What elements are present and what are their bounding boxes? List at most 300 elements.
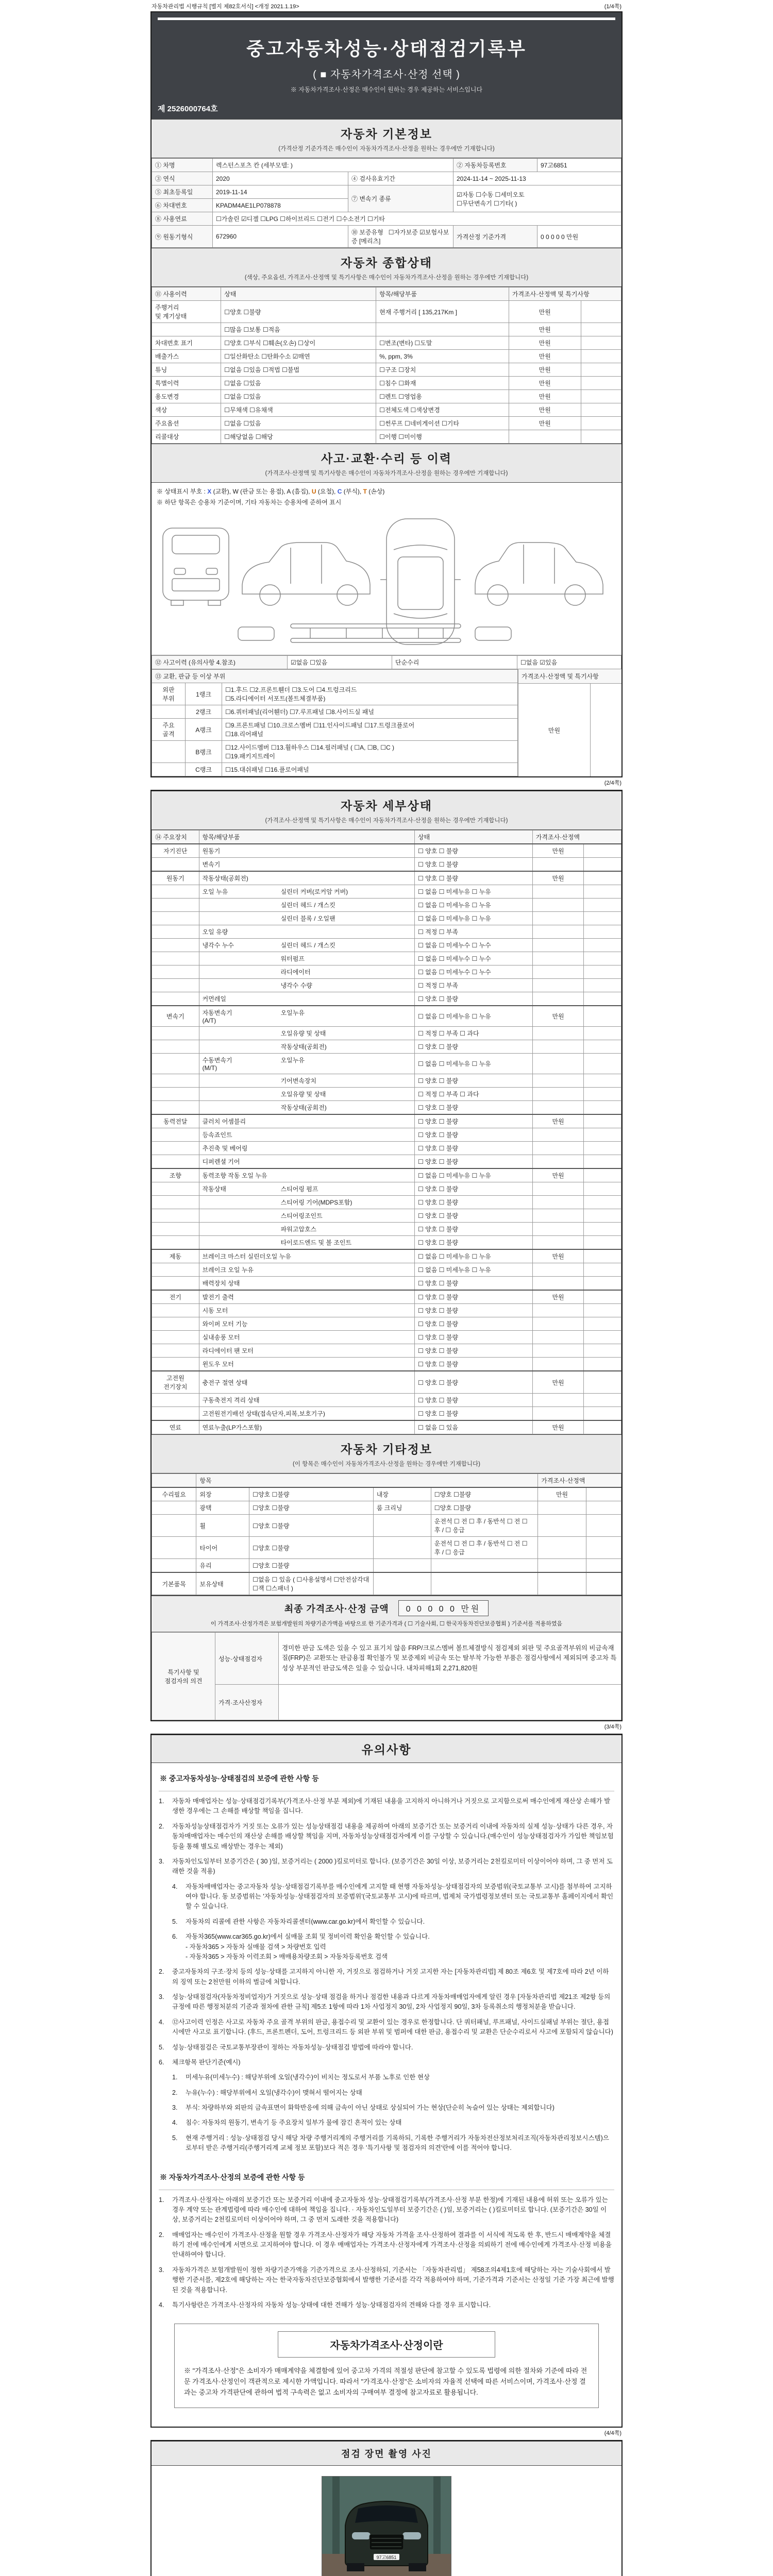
- etc-item1-checkboxes[interactable]: ☐양호 ☐불량: [249, 1501, 373, 1515]
- state-checkboxes[interactable]: ☐양호 ☐부식 ☐훼손(오손) ☐상이: [221, 336, 376, 350]
- detail-state-checkboxes[interactable]: ☐ 없음 ☐ 미세누유 ☐ 누유: [415, 1054, 533, 1074]
- item-part-value: ☐구조 ☐장치: [376, 363, 509, 377]
- detail-title: 자동차 세부상태: [341, 799, 432, 812]
- license-plate: 97고6851: [376, 2554, 397, 2560]
- detail-price-unit: [532, 952, 584, 965]
- state-checkboxes[interactable]: ☐양호 ☐불량: [221, 301, 376, 323]
- item-cell: [199, 939, 414, 952]
- state-checkboxes[interactable]: ☐많음 ☐보통 ☐적음: [221, 323, 376, 336]
- subitem-label: 오일누유: [280, 1009, 305, 1016]
- panel-group-label: [152, 705, 186, 719]
- item-label: 등속죠인트: [202, 1131, 232, 1139]
- rank-label: 1랭크: [186, 683, 222, 705]
- device-label: [152, 1101, 199, 1115]
- etc-price-blank: [586, 1515, 621, 1537]
- final-price-amount: 0 0 0 0 0 만원: [398, 1600, 489, 1616]
- detail-state-checkboxes[interactable]: ☐ 없음 ☐ 미세누유 ☐ 누유: [415, 1006, 533, 1027]
- price-unit: [509, 430, 581, 444]
- price-survey-info-title: 자동차가격조사·산정이란: [278, 2331, 495, 2358]
- detail-state-checkboxes[interactable]: ☐ 없음 ☐ 미세누유 ☐ 누유: [415, 912, 533, 925]
- form-reference: 자동차관리법 시행규칙 [별지 제82호서식] <개정 2021.1.19>: [152, 4, 299, 10]
- detail-state-checkboxes[interactable]: ☐ 없음 ☐ 있음: [415, 1420, 533, 1434]
- item-label: 추진축 및 베어링: [202, 1145, 248, 1152]
- notice-item-number: 2.: [172, 2089, 178, 2096]
- device-label: [152, 1128, 199, 1142]
- etc-price-unit: [538, 1537, 586, 1559]
- etc-item2-label: [373, 1572, 431, 1595]
- notice-item-number: 5.: [172, 2134, 178, 2142]
- notes-blank: [581, 430, 621, 444]
- detail-state-checkboxes[interactable]: ☐ 적정 ☐ 부족: [415, 925, 533, 939]
- detail-price-blank: [584, 1155, 621, 1169]
- final-price-note[interactable]: 이 가격조사·산정가격은 보험개발원의 차량기준가액을 바탕으로 한 기준가격과 ( ☐ 기술사회, ☐ 한국자동차진단보증협회 ) 기준서를 적용하였음: [210, 1621, 563, 1627]
- detail-price-blank: [584, 1196, 621, 1209]
- detail-price-blank: [584, 1420, 621, 1434]
- detail-state-checkboxes[interactable]: ☐ 양호 ☐ 불량: [415, 1182, 533, 1196]
- device-label: [152, 1358, 199, 1371]
- basic-info-note: (가격산정 기준가격은 매수인이 자동차가격조사·산정을 원하는 경우에만 기재합니다): [278, 146, 495, 152]
- notice-item-text: 자동차가격은 보험개발원이 정한 차량기준가액을 기준가격으로 조사·산정하되, 기준서는 「자동차관리법」 제58조의4제1호에 해당하는 자는 기술사회에서 발행한 기준서를, 제2호에 해당하는 자는 한국자동차진단보증협회에서 발행한 기준서를 각각 적용하여야 하며, 기준가격과 기준서는 산정일 기준 가장 최근에 발행된 것을 적용합니다.: [172, 2266, 614, 2294]
- notice-item-text: 누유(누수) : 해당부위에서 오일(냉각수)이 맺혀서 떨어지는 상태: [186, 2089, 362, 2096]
- subitem-label: 냉각수 수량: [280, 982, 312, 989]
- etc-item2-label: 룸 크리닝: [373, 1501, 431, 1515]
- notice-item-text: ⑫사고이력 인정은 사고로 자동차 주요 골격 부위의 판금, 용접수리 및 교환이 있는 경우로 한정합니다. 단 쿼터패널, 루프패널, 사이드실패널 부위는 절단, 용접 시에만 사고로 표기합니다. (후드, 프론트펜더, 도어, 트렁크리드 등 외판 부위 및 범퍼에 대한 판금, 용접수리 및 교환은 단순수리로서 사고에 포함되지 않습니다): [172, 2018, 613, 2036]
- col-item: 항목/해당부품: [199, 831, 414, 844]
- panel-rank-row: [152, 683, 518, 705]
- detail-price-unit: 만원: [532, 1249, 584, 1263]
- detail-price-blank: [584, 858, 621, 872]
- etc-item1-checkboxes[interactable]: ☐양호 ☐불량: [249, 1515, 373, 1537]
- etc-item2-checkboxes[interactable]: 운전석 ☐ 전 ☐ 후 / 동반석 ☐ 전 ☐ 후 / ☐ 응급: [431, 1515, 537, 1537]
- notice-item-number: 4.: [159, 2301, 164, 2309]
- device-label: [152, 1394, 199, 1407]
- detail-price-blank: [584, 1344, 621, 1358]
- etc-price-unit: [538, 1501, 586, 1515]
- detail-state-checkboxes[interactable]: ☐ 양호 ☐ 불량: [415, 1155, 533, 1169]
- etc-blank-head: [152, 1474, 196, 1488]
- simple-repair-checkboxes[interactable]: ☐없음 ☑있음: [517, 656, 621, 669]
- detail-price-unit: [532, 1088, 584, 1101]
- detail-state-checkboxes[interactable]: ☐ 양호 ☐ 불량: [415, 1290, 533, 1304]
- detail-price-blank: [584, 1142, 621, 1155]
- notice-item: [159, 1822, 614, 1852]
- etc-item2-checkboxes[interactable]: [431, 1572, 537, 1595]
- price-unit: 만원: [509, 323, 581, 336]
- item-cell: [199, 1114, 414, 1128]
- detail-state-checkboxes[interactable]: ☐ 양호 ☐ 불량: [415, 1101, 533, 1115]
- detail-price-blank: [584, 992, 621, 1006]
- usage-history-label: 용도변경: [152, 390, 221, 403]
- detail-state-checkboxes[interactable]: ☐ 양호 ☐ 불량: [415, 1331, 533, 1344]
- simple-repair-label: 단순수리: [392, 656, 517, 669]
- section-accident-history: [152, 444, 621, 483]
- detail-row: [152, 1317, 621, 1331]
- notice-item-number: 3.: [159, 1857, 164, 1865]
- notice-item-text: 자동차성능상태점검자가 거짓 또는 오류가 있는 성능상태점검 내용을 제공하여 아래의 보증기간 또는 보증거리 이내에 자동차의 실제 성능·상태가 다른 경우, 자동차매매업자는 매수인의 재산상 손해를 배상할 책임을 지며, 자동차성능상태점검자에게 이를 구상할 수 있습니다.(매수인이 성능상태점검자가 가입한 책임보험 등을 통해 별도로 배상받는 경우는 제외): [172, 1822, 614, 1850]
- item-label: 커먼레일: [202, 995, 226, 1003]
- notice-item-number: 2.: [159, 1968, 164, 1976]
- item-cell: [199, 871, 414, 885]
- detail-state-checkboxes[interactable]: ☐ 없음 ☐ 미세누유 ☐ 누유: [415, 1249, 533, 1263]
- etc-price-blank: [586, 1501, 621, 1515]
- detail-price-unit: [532, 1182, 584, 1196]
- section-etc-info: [152, 1434, 621, 1473]
- detail-row: [152, 952, 621, 965]
- detail-row: [152, 871, 621, 885]
- detail-state-checkboxes[interactable]: ☐ 양호 ☐ 불량: [415, 1236, 533, 1250]
- etc-item1-checkboxes[interactable]: ☐양호 ☐불량: [249, 1537, 373, 1559]
- detail-row: [152, 885, 621, 899]
- detail-price-blank: [584, 1223, 621, 1236]
- detail-row: [152, 1407, 621, 1421]
- detail-row: [152, 1358, 621, 1371]
- detail-row: [152, 1114, 621, 1128]
- car-name-value: 렉스턴스포츠 칸 (세부모델: ): [213, 159, 453, 172]
- item-cell: [199, 1027, 414, 1040]
- code-dent: U: [311, 488, 316, 495]
- overall-row: [152, 363, 621, 377]
- device-label: [152, 952, 199, 965]
- detail-state-checkboxes[interactable]: ☐ 적정 ☐ 부족 ☐ 과다: [415, 1088, 533, 1101]
- detail-row: [152, 1040, 621, 1054]
- detail-state-checkboxes[interactable]: ☐ 양호 ☐ 불량: [415, 1344, 533, 1358]
- detail-state-checkboxes[interactable]: ☐ 없음 ☐ 미세누유 ☐ 누유: [415, 885, 533, 899]
- etc-item2-label: [373, 1537, 431, 1559]
- item-cell: [199, 1142, 414, 1155]
- base-price-value: 0 0 0 0 0 만원: [537, 226, 621, 248]
- first-reg-value: 2019-11-14: [213, 185, 348, 199]
- item-cell: [199, 1249, 414, 1263]
- detail-state-checkboxes[interactable]: ☐ 양호 ☐ 불량: [415, 858, 533, 872]
- detail-price-unit: [532, 885, 584, 899]
- detail-price-blank: [584, 952, 621, 965]
- accident-history-checkboxes[interactable]: ☑없음 ☐있음: [288, 656, 392, 669]
- detail-price-blank: [584, 912, 621, 925]
- item-cell: [199, 1054, 414, 1074]
- etc-price-blank: [586, 1537, 621, 1559]
- notice-item-text: 부식: 차량하부와 외판의 금속표면이 화학반응에 의해 금속이 아닌 상태로 상실되어 가는 현상(단순히 녹슬어 있는 상태는 제외합니다): [186, 2104, 554, 2111]
- detail-state-checkboxes[interactable]: ☐ 적정 ☐ 부족 ☐ 과다: [415, 1027, 533, 1040]
- rank-label: C랭크: [186, 763, 222, 776]
- detail-state-checkboxes[interactable]: ☐ 없음 ☐ 미세누유 ☐ 누유: [415, 1263, 533, 1277]
- item-cell: [199, 1331, 414, 1344]
- overall-row: [152, 430, 621, 444]
- device-label: [152, 1027, 199, 1040]
- rank-checkboxes[interactable]: ☐6.쿼터패널(리어휀더) ☐7.루프패널 ☐8.사이드실 패널: [222, 705, 518, 719]
- photo-front-view: [322, 2476, 451, 2576]
- notes-blank: [581, 323, 621, 336]
- col-detail-price: 가격조사·산정액: [532, 831, 621, 844]
- device-label: [152, 925, 199, 939]
- etc-price-unit: [538, 1559, 586, 1573]
- etc-group-label: 수리필요: [152, 1487, 196, 1501]
- item-label: 윈도우 모터: [202, 1361, 234, 1368]
- detail-state-checkboxes[interactable]: ☐ 양호 ☐ 불량: [415, 1371, 533, 1394]
- rank-checkboxes[interactable]: ☐1.후드 ☐2.프론트휀더 ☐3.도어 ☐4.트렁크리드 ☐5.라디에이터 서포트(볼트체결부품): [222, 683, 518, 705]
- notice-item-text: 현재 주행거리 : 성능·상태점검 당시 해당 차량 주행거리계의 주행거리를 기록하되, 기록한 주행거리가 자동차전산정보처리조직(자동차관리정보시스템)으로부터 받은 주행거리(주행거리계 교체 정보 포함)보다 적은 경우 '특기사항 및 점검자의 의견'란에 이를 적어야 합니다.: [186, 2134, 609, 2152]
- item-cell: [199, 844, 414, 858]
- item-part-value: ☐렌트 ☐영업용: [376, 390, 509, 403]
- detail-row: [152, 1054, 621, 1074]
- car-damage-diagram: [152, 511, 621, 655]
- item-cell: [199, 1128, 414, 1142]
- detail-price-unit: [532, 1358, 584, 1371]
- item-cell: [199, 965, 414, 979]
- item-label: 라디에이터 팬 모터: [202, 1347, 254, 1354]
- detail-price-unit: [532, 939, 584, 952]
- notice-item: [159, 1967, 614, 1987]
- item-cell: [199, 1088, 414, 1101]
- detail-row: [152, 925, 621, 939]
- item-cell: [199, 1101, 414, 1115]
- legend-note: ※ 하단 항목은 승용차 기준이며, 기타 자동차는 승용차에 준하여 표시: [157, 499, 342, 506]
- overall-row: [152, 417, 621, 430]
- inspection-period-label: ④ 검사유효기간: [348, 172, 453, 185]
- detail-state-checkboxes[interactable]: ☐ 양호 ☐ 불량: [415, 1128, 533, 1142]
- item-part-value: %, ppm, 3%: [376, 350, 509, 363]
- device-label: [152, 912, 199, 925]
- detail-price-unit: [532, 1331, 584, 1344]
- code-corrosion: C: [337, 488, 342, 495]
- detail-price-blank: [584, 979, 621, 992]
- rank-checkboxes[interactable]: ☐12.사이드멤버 ☐13.휠하우스 ☐14.필러패널 ( ☐A, ☐B, ☐C ) ☐19.패키지트레이: [222, 741, 518, 763]
- detail-state-checkboxes[interactable]: ☐ 없음 ☐ 미세누유 ☐ 누유: [415, 1168, 533, 1182]
- item-label: 동력조향 작동 오일 누유: [202, 1172, 267, 1179]
- etc-item1-label: 보유상태: [196, 1572, 249, 1595]
- notice-item-text: 자동차 매매업자는 성능·상태점검기록부(가격조사·산정 부분 제외)에 기재된 내용을 고지하지 아니하거나 거짓으로 고지함으로써 매수인에게 재산상 손해가 발생한 경우에는 그 손해를 배상할 책임을 집니다.: [172, 1798, 611, 1815]
- inspection-period-value: 2024-11-14 ~ 2025-11-13: [453, 172, 621, 185]
- etc-price-unit: [538, 1572, 586, 1595]
- basic-info-table: [152, 158, 621, 248]
- code-damage-label: (손상): [366, 488, 385, 495]
- notice-item-number: 3.: [159, 1993, 164, 2001]
- detail-row: [152, 1304, 621, 1317]
- detail-row: [152, 1277, 621, 1291]
- notes-blank: [581, 301, 621, 323]
- etc-title: 자동차 기타정보: [341, 1443, 432, 1456]
- item-part-value: ☐썬루프 ☐네비게이션 ☐기타: [376, 417, 509, 430]
- page-1: [150, 11, 623, 777]
- notice-section-a-title: ※ 중고자동차성능·상태점검의 보증에 관한 사항 등: [159, 1766, 614, 1791]
- accident-history-label: ⑫ 사고이력 (유의사항 4.참조): [152, 656, 288, 669]
- detail-price-unit: [532, 1027, 584, 1040]
- detail-state-checkboxes[interactable]: ☐ 양호 ☐ 불량: [415, 1142, 533, 1155]
- etc-item2-checkboxes[interactable]: ☐양호 ☐불량: [431, 1501, 537, 1515]
- price-survey-info-text: ※ "가격조사·산정"은 소비자가 매매계약을 체결함에 있어 중고차 가격의 적절성 판단에 참고할 수 있도록 법령에 의한 절차와 기준에 따라 전문 가격조사·산정인이 객관적으로 제시한 가액입니다. 따라서 "가격조사·산정"은 소비자의 자율적 선택에 따른 서비스이며, 가격조사·산정 결과는 중고차 가격판단에 관하여 법적 구속력은 없고 소비자의 구매여부 결정에 참고자료로 활용됩니다.: [184, 2367, 587, 2396]
- detail-state-checkboxes[interactable]: ☐ 양호 ☐ 불량: [415, 1040, 533, 1054]
- item-cell: [199, 1209, 414, 1223]
- detail-state-checkboxes[interactable]: ☐ 양호 ☐ 불량: [415, 1394, 533, 1407]
- item-cell: [199, 1040, 414, 1054]
- item-cell: [199, 1236, 414, 1250]
- panel-rank-row: [152, 741, 518, 763]
- notice-item-text: 매매업자는 매수인이 가격조사·산정을 원할 경우 가격조사·산정자가 해당 자동차 가격을 조사·산정하여 결과를 이 서식에 적도록 한 후, 반드시 매매계약을 체결하기 전에 매수인에게 서면으로 고지하여야 합니다. 이 경우 매매업자는 가격조사·산정자에게 가격조사·산정을 의뢰하기 전에 매수인에게 가격조사·산정 비용을 안내하여야 합니다.: [172, 2231, 612, 2259]
- detail-price-unit: 만원: [532, 1168, 584, 1182]
- usage-history-label: 주요옵션: [152, 417, 221, 430]
- notice-item-text: 체크항목 판단기준(예시): [172, 2058, 241, 2066]
- detail-row: [152, 1371, 621, 1394]
- base-price-label: 가격산정 기준가격: [453, 226, 537, 248]
- item-cell: [199, 1196, 414, 1209]
- detail-state-checkboxes[interactable]: ☐ 양호 ☐ 불량: [415, 1317, 533, 1331]
- used-car-inspection-document: [150, 0, 623, 2576]
- detail-price-blank: [584, 1101, 621, 1115]
- item-cell: [199, 1394, 414, 1407]
- detail-state-checkboxes[interactable]: ☐ 적정 ☐ 부족: [415, 979, 533, 992]
- detail-state-checkboxes[interactable]: ☐ 없음 ☐ 미세누유 ☐ 누유: [415, 899, 533, 912]
- detail-state-checkboxes[interactable]: ☐ 양호 ☐ 불량: [415, 1209, 533, 1223]
- detail-row: [152, 1027, 621, 1040]
- item-label: 실내송풍 모터: [202, 1334, 240, 1341]
- notice-item-text: 자동차365(www.car365.go.kr)에서 실매물 조회 및 정비이력 확인을 확인할 수 있습니다. - 자동차365 > 자동차 실매물 검색 > 차량번호 입력 - 자동차365 > 자동차 이력조회 > 매매용차량조회 > 자동차등록번호 검색: [186, 1933, 430, 1960]
- notice-item: [159, 1992, 614, 2012]
- item-label: 구동축전지 격리 상태: [202, 1397, 260, 1404]
- transmission-checkboxes[interactable]: ☑자동 ☐수동 ☐세미오토 ☐무단변속기 ☐기타( ): [453, 185, 621, 212]
- detail-price-blank: [584, 1074, 621, 1088]
- etc-item2-checkboxes[interactable]: ☐양호 ☐불량: [431, 1487, 537, 1501]
- model-year-label: ③ 연식: [152, 172, 213, 185]
- warranty-type-cell[interactable]: [348, 226, 453, 248]
- state-checkboxes[interactable]: ☐일산화탄소 ☐탄화수소 ☑매연: [221, 350, 376, 363]
- detail-state-checkboxes[interactable]: ☐ 양호 ☐ 불량: [415, 871, 533, 885]
- notice-item-number: 4.: [172, 1883, 178, 1890]
- notice-item: [159, 2195, 614, 2225]
- notice-item-number: 1.: [159, 1798, 164, 1805]
- item-cell: [199, 1168, 414, 1182]
- notice-list-a: [159, 1797, 614, 2154]
- detail-price-blank: [584, 1263, 621, 1277]
- detail-state-checkboxes[interactable]: ☐ 양호 ☐ 불량: [415, 1114, 533, 1128]
- detail-row: [152, 1074, 621, 1088]
- item-part-value: ☐이행 ☐미이행: [376, 430, 509, 444]
- item-label: 시동 모터: [202, 1307, 228, 1314]
- detail-state-checkboxes[interactable]: ☐ 양호 ☐ 불량: [415, 1277, 533, 1291]
- notice-item-text: 자동차의 리콜에 관한 사항은 자동차리콜센터(www.car.go.kr)에서 확인할 수 있습니다.: [186, 1918, 425, 1925]
- inspector-label: 성능·상태점검자: [215, 1633, 279, 1685]
- item-cell: [199, 1263, 414, 1277]
- etc-row: [152, 1572, 621, 1595]
- notice-item: [172, 1882, 614, 1912]
- final-price-section: [152, 1595, 621, 1632]
- etc-note: (이 항목은 매수인이 자동차가격조사·산정을 원하는 경우에만 기재합니다): [293, 1461, 480, 1467]
- etc-price-unit: 만원: [538, 1487, 586, 1501]
- page-marker-1: (1/4쪽): [604, 4, 621, 10]
- detail-state-checkboxes[interactable]: ☐ 양호 ☐ 불량: [415, 1074, 533, 1088]
- overall-row: [152, 336, 621, 350]
- etc-item2-checkboxes[interactable]: 운전석 ☐ 전 ☐ 후 / 동반석 ☐ 전 ☐ 후 / ☐ 응급: [431, 1537, 537, 1559]
- panel-rank-row: [152, 719, 518, 741]
- etc-item2-checkboxes[interactable]: [431, 1559, 537, 1573]
- device-label: [152, 1277, 199, 1291]
- item-label: 디퍼렌셜 기어: [202, 1158, 240, 1165]
- section-overall-condition: [152, 248, 621, 287]
- detail-state-checkboxes[interactable]: ☐ 양호 ☐ 불량: [415, 1223, 533, 1236]
- header-note: ※ 자동차가격조사·산정은 매수인이 원하는 경우 제공하는 서비스입니다: [290, 86, 483, 93]
- accident-history-row: [152, 655, 621, 669]
- detail-row: [152, 1344, 621, 1358]
- damage-code-legend: [152, 483, 621, 497]
- accident-note: (가격조사·산정액 및 특기사항은 매수인이 자동차가격조사·산정을 원하는 경우에만 기재합니다): [265, 470, 508, 477]
- detail-price-unit: [532, 1074, 584, 1088]
- code-damage: T: [363, 488, 367, 495]
- notes-blank: [581, 377, 621, 390]
- detail-state-checkboxes[interactable]: ☐ 없음 ☐ 미세누수 ☐ 누수: [415, 939, 533, 952]
- detail-price-unit: [532, 1101, 584, 1115]
- code-weld-label: (판금 또는 용접),: [238, 488, 287, 495]
- item-part-value: [376, 323, 509, 336]
- detail-row: [152, 992, 621, 1006]
- col-detail-state: 상태: [415, 831, 533, 844]
- state-checkboxes[interactable]: ☐해당없음 ☐해당: [221, 430, 376, 444]
- subitem-label: 실린더 헤드 / 개스킷: [280, 902, 335, 909]
- detail-price-blank: [584, 1290, 621, 1304]
- notice-item: [172, 2088, 614, 2098]
- state-checkboxes[interactable]: ☐없음 ☐있음: [221, 377, 376, 390]
- detail-state-checkboxes[interactable]: ☐ 양호 ☐ 불량: [415, 992, 533, 1006]
- detail-state-checkboxes[interactable]: ☐ 양호 ☐ 불량: [415, 1304, 533, 1317]
- section-notices: [152, 1735, 621, 1763]
- state-checkboxes[interactable]: ☐무채색 ☐유채색: [221, 403, 376, 417]
- detail-state-checkboxes[interactable]: ☐ 양호 ☐ 불량: [415, 1407, 533, 1421]
- etc-item1-label: 타이어: [196, 1537, 249, 1559]
- notice-item: [172, 1932, 614, 1962]
- state-checkboxes[interactable]: ☐없음 ☐있음 ☐적법 ☐불법: [221, 363, 376, 377]
- notice-item-text: 중고자동차의 구조·장치 등의 성능·상태를 고지하지 아니한 자, 거짓으로 점검하거나 거짓 고지한 자는 [자동차관리법] 제 80조 제6호 및 제7호에 따라 2년 이하의 징역 또는 2천만원 이하의 벌금에 처합니다.: [172, 1968, 609, 1986]
- price-survey-info-box: [174, 2324, 599, 2408]
- item-cell: [199, 1223, 414, 1236]
- item-cell: [199, 1344, 414, 1358]
- overall-row: [152, 350, 621, 363]
- etc-item1-label: 외장: [196, 1487, 249, 1501]
- item-cell: [199, 1277, 414, 1291]
- detail-row: [152, 1101, 621, 1115]
- etc-item1-checkboxes[interactable]: ☐없음 ☐ 있음 ( ☐사용설명서 ☐안전삼각대 ☐잭 ☐스패너 ): [249, 1572, 373, 1595]
- price-unit: 만원: [509, 390, 581, 403]
- detail-price-unit: [532, 1304, 584, 1317]
- detail-row: [152, 1155, 621, 1169]
- detail-row: [152, 1249, 621, 1263]
- warranty-type-checkboxes[interactable]: ☐자가보증 ☑보험사보증 [메리츠]: [351, 229, 449, 245]
- detail-state-checkboxes[interactable]: ☐ 없음 ☐ 미세누수 ☐ 누수: [415, 952, 533, 965]
- fuel-checkboxes[interactable]: ☐가솔린 ☑디젤 ☐LPG ☐하이브리드 ☐전기 ☐수소전기 ☐기타: [213, 212, 621, 226]
- item-cell: [199, 1006, 414, 1027]
- section-detail-condition: [152, 791, 621, 830]
- opinion-group-label: 특기사항 및 점검자의 의견: [152, 1633, 215, 1720]
- vin-label: ⑥ 차대번호: [152, 199, 213, 212]
- detail-state-checkboxes[interactable]: ☐ 양호 ☐ 불량: [415, 1196, 533, 1209]
- item-label: 수동변속기 (M/T): [202, 1057, 232, 1072]
- notice-item-number: 4.: [172, 2119, 178, 2127]
- detail-state-checkboxes[interactable]: ☐ 양호 ☐ 불량: [415, 1358, 533, 1371]
- state-checkboxes[interactable]: ☐없음 ☐있음: [221, 417, 376, 430]
- item-cell: [199, 1304, 414, 1317]
- detail-row: [152, 979, 621, 992]
- detail-state-checkboxes[interactable]: ☐ 양호 ☐ 불량: [415, 844, 533, 858]
- etc-item1-checkboxes[interactable]: ☐양호 ☐불량: [249, 1487, 373, 1501]
- rank-checkboxes[interactable]: ☐15.대쉬패널 ☐16.플로어패널: [222, 763, 518, 776]
- detail-state-checkboxes[interactable]: ☐ 없음 ☐ 미세누수 ☐ 누수: [415, 965, 533, 979]
- subitem-label: 파워고압호스: [280, 1226, 317, 1233]
- rank-checkboxes[interactable]: ☐9.프론트패널 ☐10.크로스멤버 ☐11.인사이드패널 ☐17.트렁크플로어 ☐18.리어패널: [222, 719, 518, 741]
- notice-item-number: 1.: [172, 2074, 178, 2081]
- detail-price-unit: 만원: [532, 871, 584, 885]
- notice-item-number: 6.: [159, 2058, 164, 2066]
- state-checkboxes[interactable]: ☐없음 ☐있음: [221, 390, 376, 403]
- item-cell: [199, 885, 414, 899]
- device-label: 자기진단: [152, 844, 199, 858]
- etc-item1-checkboxes[interactable]: ☐양호 ☐불량: [249, 1559, 373, 1573]
- notice-item-text: 가격조사·산정자는 아래의 보증기간 또는 보증거리 이내에 중고자동차 성능·상태점검기록부(가격조사·산정 부분 한정)에 기재된 내용에 허위 또는 오류가 있는 경우 계약 또는 관계법령에 따라 매수인에 대하여 책임을 집니다. · 자동차인도일부터 보증기간은 ( )일, 보증거리는 ( )킬로미터로 합니다. (보증기간은 30일 이상, 보증거리는 2천킬로미터 이상이어야 하며, 그 중 먼저 도래한 것을 적용합니다): [172, 2196, 608, 2224]
